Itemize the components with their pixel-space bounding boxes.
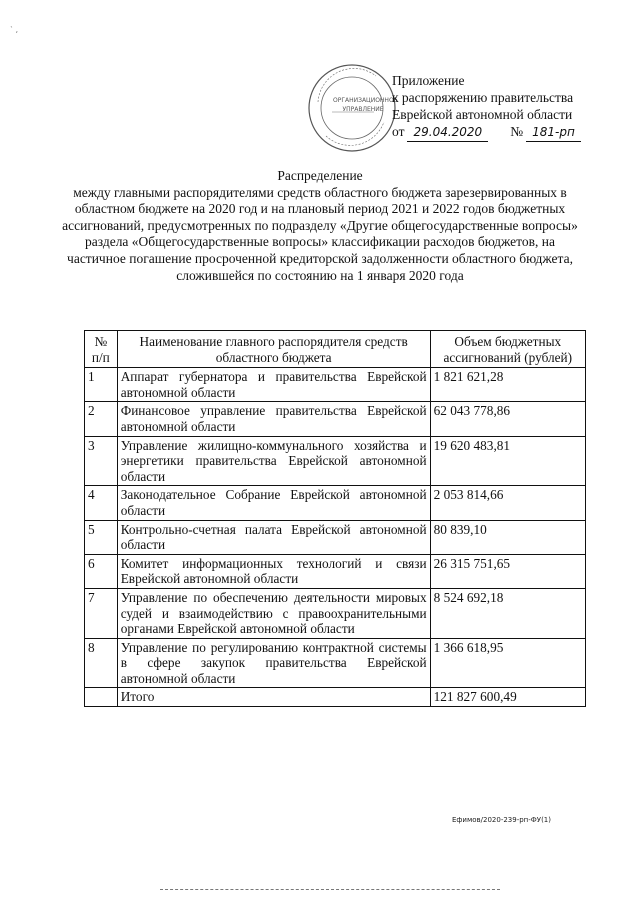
table-row [85, 520, 586, 554]
document-code: Ефимов/2020-239-рп-ФУ(1) [452, 816, 551, 824]
table-row [85, 436, 586, 486]
row-amount: 2 053 814,66 [430, 486, 585, 520]
row-name: Законодательное Собрание Еврейской автономной области [117, 486, 430, 520]
table-row [85, 486, 586, 520]
row-name: Аппарат губернатора и правительства Еврейской автономной области [117, 368, 430, 402]
appendix-line-3: Еврейской автономной области [392, 107, 573, 122]
title-body: между главными распорядителями средств областного бюджета зарезервированных в областном бюджете на 2020 год и на плановый период 2021 и 2022 годов бюджетных ассигнований, предусмотренных по подразделу «Другие общегосударственные вопросы» раздела «Общегосударственные вопросы» классификации расходов бюджетов, на частичное погашение просроченной кредиторской задолженности областного бюджета, сложившейся по состоянию на 1 января 2020 года [62, 184, 578, 283]
table-total-row [85, 688, 586, 707]
row-name: Управление жилищно-коммунального хозяйства и энергетики правительства Еврейской автономной области [117, 436, 430, 486]
row-number: 1 [85, 368, 118, 402]
header-number: № п/п [85, 331, 118, 368]
total-empty-cell [85, 688, 118, 707]
appendix-block [392, 72, 632, 142]
appendix-line-2: к распоряжению правительства [392, 90, 574, 105]
table-row [85, 402, 586, 436]
appendix-title: Приложение [392, 73, 465, 88]
row-number: 4 [85, 486, 118, 520]
row-name: Управление по регулированию контрактной системы в сфере закупок правительства Еврейской автономной области [117, 638, 430, 688]
row-name: Контрольно-счетная палата Еврейской автономной области [117, 520, 430, 554]
row-amount: 1 821 621,28 [430, 368, 585, 402]
table-row [85, 368, 586, 402]
table-row [85, 554, 586, 588]
row-number: 2 [85, 402, 118, 436]
header-amount: Объем бюджетных ассигнований (рублей) [430, 331, 585, 368]
total-label: Итого [117, 688, 430, 707]
total-amount: 121 827 600,49 [430, 688, 585, 707]
row-amount: 26 315 751,65 [430, 554, 585, 588]
table-row [85, 588, 586, 638]
header-name: Наименование главного распорядителя средств областного бюджета [117, 331, 430, 368]
date-prefix: от [392, 124, 405, 139]
row-name: Финансовое управление правительства Еврейской автономной области [117, 402, 430, 436]
row-name: Управление по обеспечению деятельности мировых судей и взаимодействию с правоохранительными органами Еврейской автономной области [117, 588, 430, 638]
bottom-divider [160, 889, 500, 890]
row-name: Комитет информационных технологий и связи Еврейской автономной области [117, 554, 430, 588]
stamp-text: ОРГАНИЗАЦИОННОЕ УПРАВЛЕНИЕ [333, 97, 398, 113]
document-title [60, 168, 580, 284]
scan-mark: ` , [10, 26, 18, 34]
appendix-date-row [392, 123, 632, 142]
table-header-row [85, 331, 586, 368]
row-amount: 62 043 778,86 [430, 402, 585, 436]
title-heading: Распределение [277, 168, 363, 183]
row-number: 7 [85, 588, 118, 638]
row-number: 5 [85, 520, 118, 554]
number-label: № [510, 124, 524, 139]
allocation-table [84, 330, 586, 707]
row-number: 3 [85, 436, 118, 486]
row-amount: 1 366 618,95 [430, 638, 585, 688]
table-row [85, 638, 586, 688]
order-date: 29.04.2020 [407, 124, 488, 142]
row-amount: 19 620 483,81 [430, 436, 585, 486]
row-number: 6 [85, 554, 118, 588]
row-amount: 80 839,10 [430, 520, 585, 554]
order-number: 181-рп [526, 124, 581, 142]
row-amount: 8 524 692,18 [430, 588, 585, 638]
row-number: 8 [85, 638, 118, 688]
